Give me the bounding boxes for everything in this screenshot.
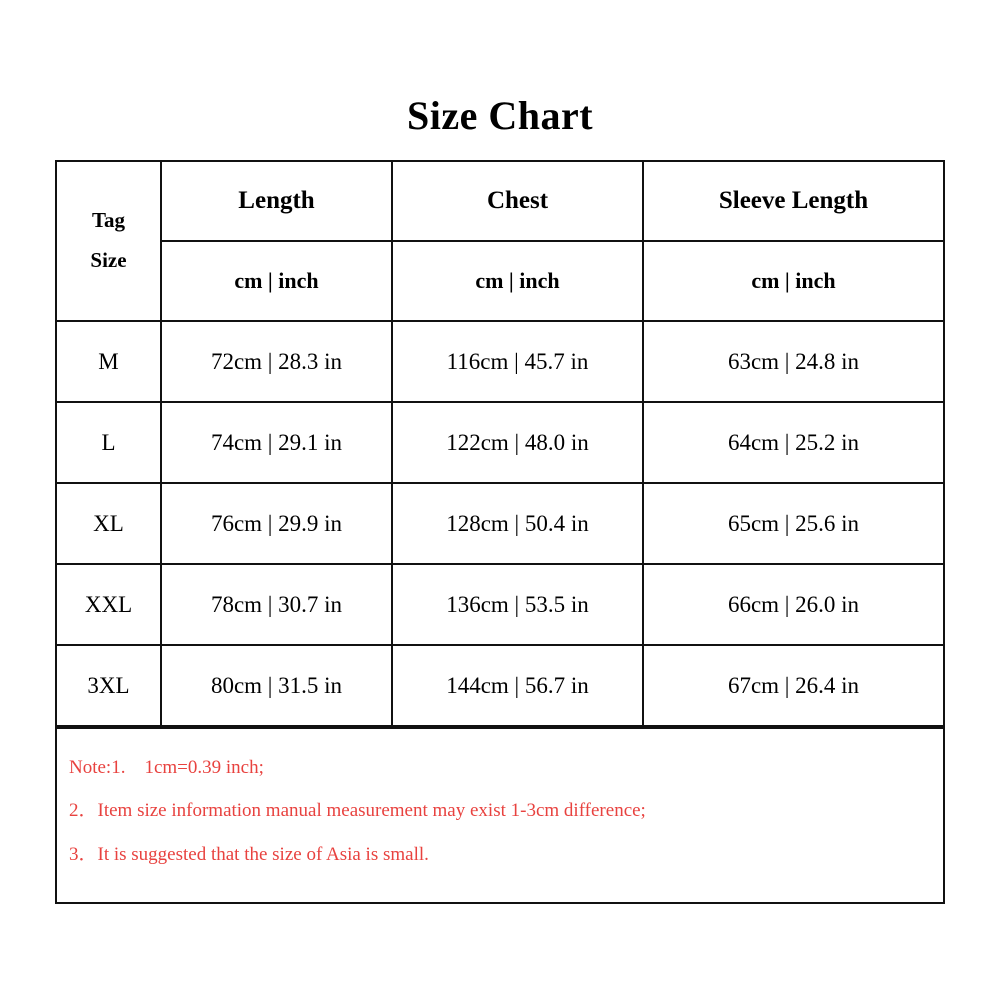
table-row	[57, 321, 943, 402]
row-sleeve: 63cm | 24.8 in	[643, 321, 943, 402]
notes-section	[57, 727, 943, 902]
row-chest: 116cm | 45.7 in	[392, 321, 643, 402]
row-length: 80cm | 31.5 in	[161, 645, 392, 726]
note-line-3: 3．It is suggested that the size of Asia is small.	[69, 843, 429, 865]
note-line-2: 2．Item size information manual measurement may exist 1-3cm difference;	[69, 800, 646, 822]
header-tag-size	[57, 162, 161, 321]
note-line-1: Note:1. 1cm=0.39 inch;	[69, 757, 264, 778]
row-length: 74cm | 29.1 in	[161, 402, 392, 483]
header-sleeve-length: Sleeve Length	[643, 162, 943, 241]
table-row	[57, 564, 943, 645]
table-row	[57, 645, 943, 726]
row-length: 76cm | 29.9 in	[161, 483, 392, 564]
row-chest: 122cm | 48.0 in	[392, 402, 643, 483]
size-chart-table	[57, 162, 943, 727]
table-header-row-units	[57, 241, 943, 321]
header-sleeve-units: cm | inch	[643, 241, 943, 321]
row-size: XXL	[57, 564, 161, 645]
header-length: Length	[161, 162, 392, 241]
row-size: M	[57, 321, 161, 402]
row-sleeve: 66cm | 26.0 in	[643, 564, 943, 645]
row-chest: 144cm | 56.7 in	[392, 645, 643, 726]
header-chest: Chest	[392, 162, 643, 241]
row-chest: 136cm | 53.5 in	[392, 564, 643, 645]
table-row	[57, 402, 943, 483]
header-chest-units: cm | inch	[392, 241, 643, 321]
table-row	[57, 483, 943, 564]
row-length: 78cm | 30.7 in	[161, 564, 392, 645]
row-size: XL	[57, 483, 161, 564]
size-chart-table-container	[55, 160, 945, 904]
table-header-row-main	[57, 162, 943, 241]
row-sleeve: 65cm | 25.6 in	[643, 483, 943, 564]
row-size: 3XL	[57, 645, 161, 726]
row-length: 72cm | 28.3 in	[161, 321, 392, 402]
row-size: L	[57, 402, 161, 483]
header-tag-line-1: Tag	[91, 208, 126, 233]
row-chest: 128cm | 50.4 in	[392, 483, 643, 564]
row-sleeve: 67cm | 26.4 in	[643, 645, 943, 726]
row-sleeve: 64cm | 25.2 in	[643, 402, 943, 483]
header-length-units: cm | inch	[161, 241, 392, 321]
header-tag-line-2: Size	[90, 248, 127, 272]
page-title: Size Chart	[406, 93, 594, 138]
